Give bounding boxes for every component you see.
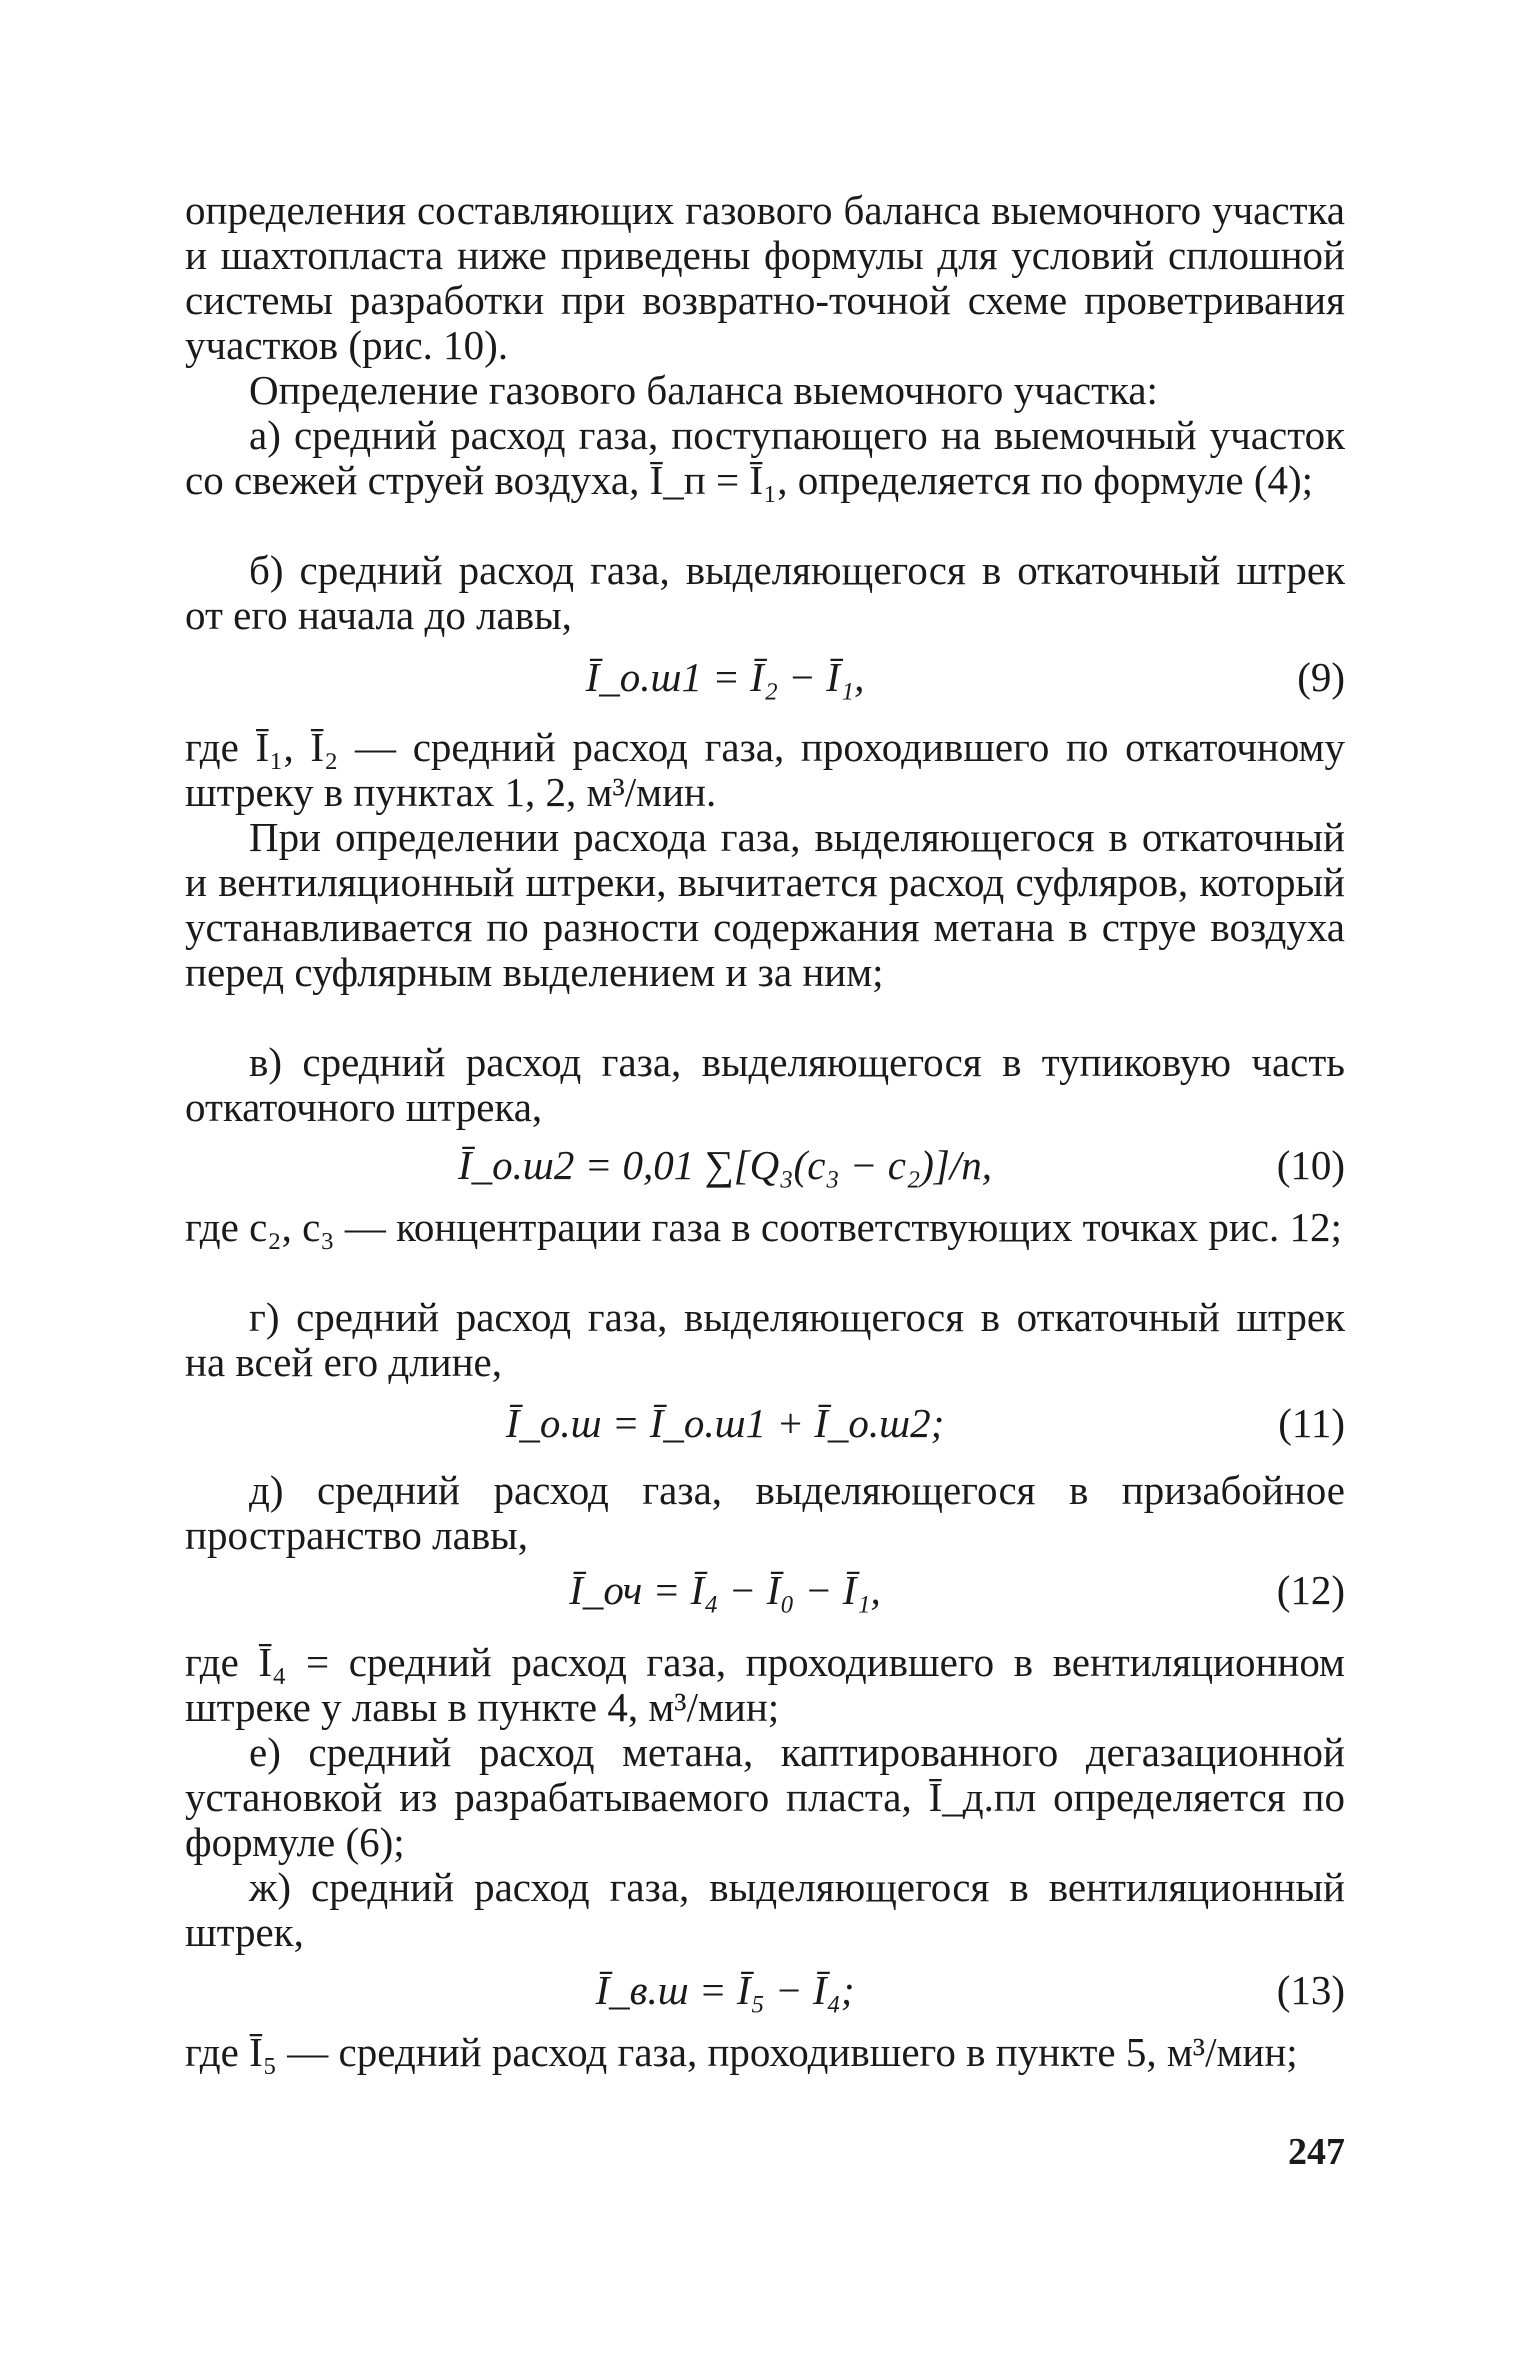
paragraph-item-d: д) средний расход газа, выделяющегося в призабойное пространство лавы, xyxy=(185,1467,1345,1558)
paragraph-item-v: в) средний расход газа, выделяющегося в тупиковую часть откаточного штрека, xyxy=(185,1039,1345,1130)
paragraph-item-g: г) средний расход газа, выделяющегося в откаточный штрек на всей его длине, xyxy=(185,1294,1345,1385)
paragraph-item-b: б) средний расход газа, выделяющегося в откаточный штрек от его начала до лавы, xyxy=(185,547,1345,638)
equation-12-formula: Ī_оч = Ī₄ − Ī₀ − Ī₁, xyxy=(569,1567,881,1613)
paragraph-intro: определения составляющих газового баланса выемочного участка и шахтопласта ниже приведены формулы для условий сплошной системы разработки при возвратно-точной схеме проветривания участков (рис. 10). xyxy=(185,187,1345,368)
page-number: 247 xyxy=(1288,2131,1345,2173)
equation-11 xyxy=(185,1398,1345,1448)
equation-12 xyxy=(185,1565,1345,1615)
equation-9 xyxy=(185,652,1345,702)
equation-9-number: (9) xyxy=(1297,654,1345,700)
paragraph-where-c2-c3: где с₂, с₃ — концентрации газа в соответствующих точках рис. 12; xyxy=(185,1204,1342,1250)
paragraph-item-a: а) средний расход газа, поступающего на выемочный участок со свежей струей воздуха, Ī_п = Ī₁, определяется по формуле (4); xyxy=(185,412,1345,503)
equation-13 xyxy=(185,1965,1345,2015)
paragraph-where-i1-i2: где Ī₁, Ī₂ — средний расход газа, проходившего по откаточному штреку в пунктах 1, 2, м³/мин. xyxy=(185,724,1345,815)
paragraph-where-i4: где Ī₄ = средний расход газа, проходившего в вентиляционном штреке у лавы в пункте 4, м³/мин; xyxy=(185,1639,1345,1730)
equation-9-formula: Ī_о.ш1 = Ī₂ − Ī₁, xyxy=(585,654,865,700)
paragraph-balance-heading: Определение газового баланса выемочного участка: xyxy=(249,367,1158,413)
equation-10 xyxy=(185,1140,1345,1190)
equation-13-formula: Ī_в.ш = Ī₅ − Ī₄; xyxy=(595,1967,855,2013)
equation-12-number: (12) xyxy=(1276,1567,1345,1613)
equation-13-number: (13) xyxy=(1276,1967,1345,2013)
equation-11-formula: Ī_о.ш = Ī_о.ш1 + Ī_о.ш2; xyxy=(505,1400,945,1446)
equation-10-number: (10) xyxy=(1276,1142,1345,1188)
paragraph-where-i5: где Ī₅ — средний расход газа, проходившего в пункте 5, м³/мин; xyxy=(185,2029,1298,2075)
paragraph-item-e: е) средний расход метана, каптированного дегазационной установкой из разрабатываемого пласта, Ī_д.пл определяется по формуле (6); xyxy=(185,1729,1345,1865)
equation-10-formula: Ī_о.ш2 = 0,01 ∑[Q₃(c₃ − c₂)]/n, xyxy=(457,1142,993,1188)
paragraph-suflyar: При определении расхода газа, выделяющегося в откаточный и вентиляционный штреки, вычитается расход суфляров, который устанавливается по разности содержания метана в струе воздуха перед суфлярным выделением и за ним; xyxy=(185,814,1345,995)
paragraph-item-zh: ж) средний расход газа, выделяющегося в вентиляционный штрек, xyxy=(185,1864,1345,1955)
equation-11-number: (11) xyxy=(1278,1400,1345,1446)
